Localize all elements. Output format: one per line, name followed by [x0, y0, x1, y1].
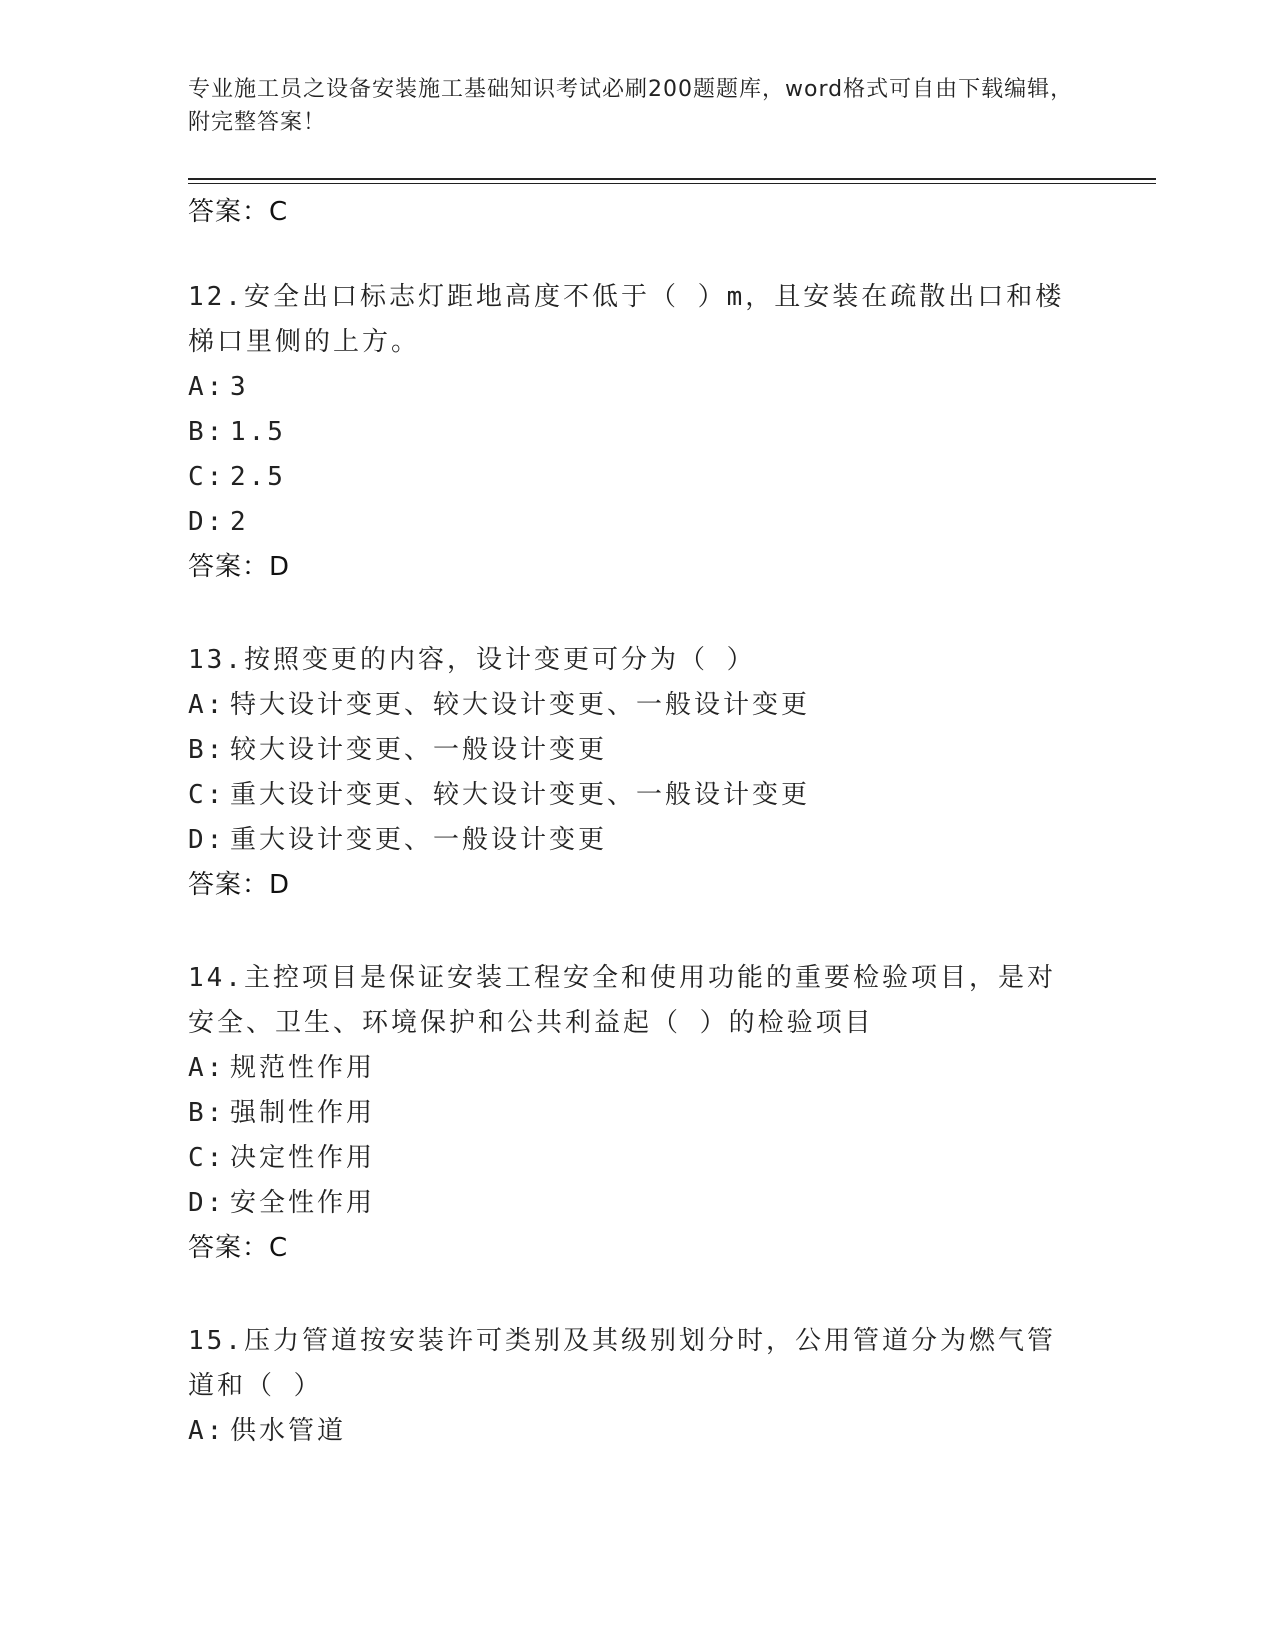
option-text: 规范性作用 — [230, 1053, 376, 1083]
option-letter: B: — [188, 417, 226, 447]
answer-line: 答案：C — [188, 197, 289, 227]
option-text: 强制性作用 — [230, 1098, 376, 1128]
question-item — [188, 956, 1078, 1271]
option-row — [188, 500, 1078, 545]
question-stem: 13.按照变更的内容，设计变更可分为（ ） — [188, 645, 756, 675]
option-row — [188, 1181, 1078, 1226]
option-text: 1.5 — [230, 417, 286, 447]
option-row — [188, 818, 1078, 863]
question-item — [188, 275, 1078, 590]
option-text: 3 — [230, 372, 249, 402]
option-row — [188, 365, 1078, 410]
option-letter: A: — [188, 690, 226, 720]
option-letter: C: — [188, 1143, 226, 1173]
option-letter: B: — [188, 735, 226, 765]
option-row — [188, 1136, 1078, 1181]
option-row — [188, 1409, 1078, 1454]
question-list — [188, 190, 1078, 1454]
option-text: 决定性作用 — [230, 1143, 376, 1173]
option-text: 2 — [230, 507, 249, 537]
question-item — [188, 1319, 1078, 1454]
option-row — [188, 455, 1078, 500]
option-row — [188, 683, 1078, 728]
answer-line: 答案：C — [188, 1233, 289, 1263]
option-text: 供水管道 — [230, 1416, 347, 1446]
option-letter: C: — [188, 780, 226, 810]
option-letter: D: — [188, 1188, 226, 1218]
header-divider-thick — [188, 178, 1156, 180]
answer-line: 答案：D — [188, 552, 291, 582]
option-letter: A: — [188, 1053, 226, 1083]
question-stem: 12.安全出口标志灯距地高度不低于（ ）m，且安装在疏散出口和楼梯口里侧的上方。 — [188, 282, 1065, 357]
option-row — [188, 1091, 1078, 1136]
option-row — [188, 728, 1078, 773]
option-row — [188, 1046, 1078, 1091]
option-row — [188, 410, 1078, 455]
answer-line: 答案：D — [188, 870, 291, 900]
option-text: 较大设计变更、一般设计变更 — [230, 735, 608, 765]
option-text: 重大设计变更、较大设计变更、一般设计变更 — [230, 780, 811, 810]
question-stem: 14.主控项目是保证安装工程安全和使用功能的重要检验项目，是对安全、卫生、环境保护和公共利益起（ ）的检验项目 — [188, 963, 1056, 1038]
header-divider-thin — [188, 183, 1156, 184]
document-header-title: 专业施工员之设备安装施工基础知识考试必刷200题题库，word格式可自由下载编辑，附完整答案！ — [188, 77, 1074, 135]
option-letter: A: — [188, 372, 226, 402]
option-letter: D: — [188, 507, 226, 537]
option-letter: A: — [188, 1416, 226, 1446]
option-text: 安全性作用 — [230, 1188, 376, 1218]
option-letter: C: — [188, 462, 226, 492]
option-text: 2.5 — [230, 462, 286, 492]
option-letter: B: — [188, 1098, 226, 1128]
option-letter: D: — [188, 825, 226, 855]
option-text: 重大设计变更、一般设计变更 — [230, 825, 608, 855]
option-row — [188, 773, 1078, 818]
question-stem: 15.压力管道按安装许可类别及其级别划分时，公用管道分为燃气管道和（ ） — [188, 1326, 1056, 1401]
question-item — [188, 638, 1078, 908]
option-text: 特大设计变更、较大设计变更、一般设计变更 — [230, 690, 811, 720]
